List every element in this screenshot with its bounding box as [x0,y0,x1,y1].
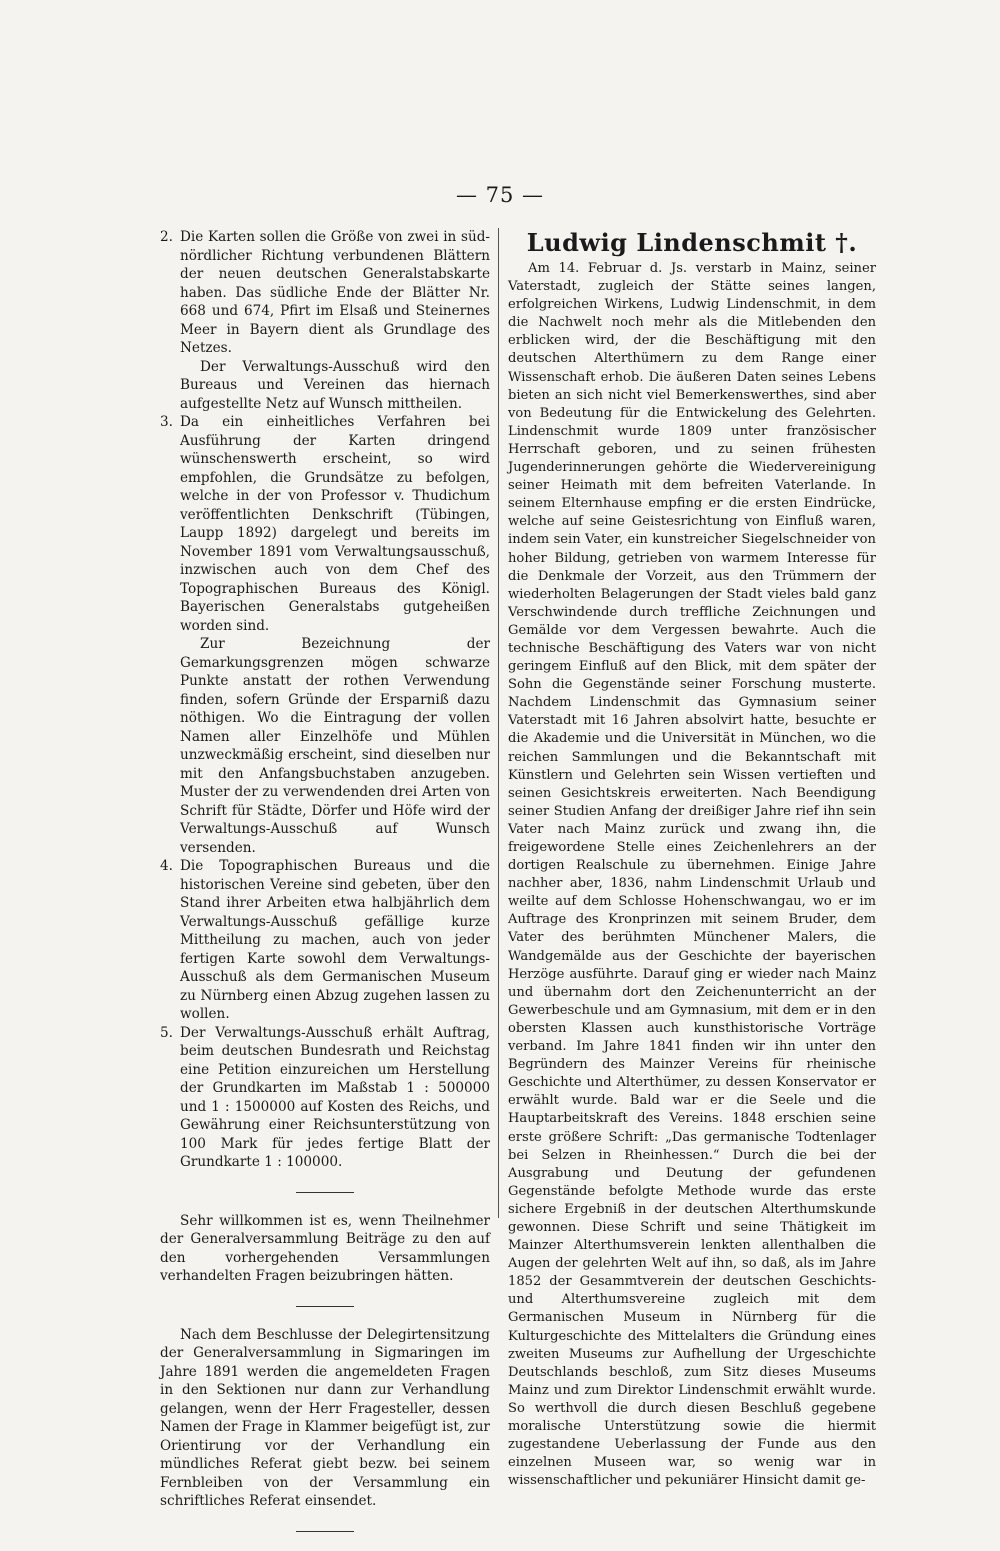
obituary-text: Am 14. Februar d. Js. verstarb in Mainz, seiner Vaterstadt, zugleich der Stätte seines langen, erfolgreichen Wirkens, Ludwig Lindenschmit, in dem die Nachwelt noch mehr als die Mitlebenden den erblicken wird, der die Beschäftigung mit den deutschen Alterthümern zu dem Range einer Wissenschaft erhob. Die äußeren Daten seines Lebens bieten an sich nicht viel Bemerkenswerthes, sind aber von Bedeutung für die Entwickelung des Gelehrten. Lindenschmit wurde 1809 unter französischer Herrschaft geboren, und zu seinen frühesten Jugenderinnerungen gehörte die Wiedervereinigung seiner Heimath mit dem befreiten Vaterlande. In seinem Elternhause empfing er die ersten Eindrücke, welche auf seine Geistesrichtung von Einfluß waren, indem sein Vater, ein kunstreicher Siegelschneider von hoher Bildung, getrieben von warmem Interesse für die Denkmale der Vorzeit, aus den Trümmern der wiederholten Belagerungen der Stadt vieles bald ganz Verschwindende durch treffliche Zeichnungen und Gemälde vor dem Vergessen bewahrte. Auch die technische Beschäftigung des Vaters war von nicht geringem Einfluß auf den Blick, mit dem später der Sohn die Gegenstände seiner Forschung musterte. Nachdem Lindenschmit das Gymnasium seiner Vaterstadt mit 16 Jahren absolvirt hatte, besuchte er die Akademie und die Universität in München, wo die reichen Sammlungen und die Bekanntschaft mit Künstlern und Gelehrten sein Wissen vertieften und seinen Gesichtskreis erweiterten. Nach Beendigung seiner Studien Anfang der dreißiger Jahre rief ihn sein Vater nach Mainz zurück und zwang ihn, die freigewordene Stelle eines Zeichenlehrers an der dortigen Realschule zu übernehmen. Einige Jahre nachher aber, 1836, nahm Lindenschmit Urlaub und weilte auf dem Schlosse Hohenschwangau, wo er im Auftrage des Kronprinzen mit seinem Bruder, dem Vater des berühmten Münchener Malers, die Wandgemälde aus der Geschichte der bayerischen Herzöge ausführte. Darauf ging er wieder nach Mainz und übernahm dort den Zeichenunterricht an der Gewerbeschule und am Gymnasium, mit dem er in den obersten Klassen auch kunsthistorische Vorträge verband. Im Jahre 1841 finden wir ihn unter den Begründern des Mainzer Vereins für rheinische Geschichte und Alterthümer, zu dessen Konservator er erwählt wurde. Bald war er die Seele und die Hauptarbeitskraft des Vereins. 1848 erschien seine erste größere Schrift: „Das germanische Todtenlager bei Selzen in Rheinhessen.“ Durch die bei der Ausgrabung und Deutung der gefundenen Gegenstände befolgte Methode wurde das erste sichere Ergebniß in der deutschen Alterthumskunde gewonnen. Diese Schrift und seine Thätigkeit im Mainzer Alterthumsverein lenkten allenthalben die Augen der gelehrten Welt auf ihn, so daß, als im Jahre 1852 der Gesammtverein der deutschen Geschichts- und Alterthumsvereine zugleich mit dem Germanischen Museum in Nürnberg für die Kulturgeschichte des Mittelalters die Gründung eines zweiten Museums zur Aufhellung der Urgeschichte Deutschlands beschloß, zum Sitz dieses Museums Mainz und zum Direktor Lindenschmit erwählt wurde. So werthvoll die durch diesen Beschluß gegebene moralische Unterstützung sowie die hiermit zugestandene Ueberlassung der Funde aus den einzelnen Museen war, so wenig war in wissenschaftlicher und pekuniärer Hinsicht damit ge- [508,261,876,1489]
separator-rule [296,1192,354,1193]
list-item-text: Der Verwaltungs-Ausschuß erhält Auftrag, beim deutschen Bundesrath und Reichstag eine Petition einzureichen um Herstellung der Grundkarten im Maßstab 1 : 500000 und 1 : 1500000 auf Kosten des Reichs, und Gewährung einer Reichsunterstützung von 100 Mark für jedes fertige Blatt der Grundkarte 1 : 100000. [180,1024,490,1170]
left-column [160,228,490,1551]
list-number: 5. [160,1024,173,1041]
right-column [508,228,876,1490]
article-title: Ludwig Lindenschmit †. [526,228,858,257]
list-item-4 [160,857,490,1024]
list-item-3 [160,413,490,857]
list-number: 3. [160,414,173,430]
list-number: 2. [160,229,173,245]
separator-rule [296,1306,354,1307]
list-item-text: Da ein einheitliches Verfahren bei Ausführung der Karten dringend wünschenswerth erscheint, so wird empfohlen, die Grundsätze zu befolgen, welche in der von Professor v. Thudichum veröffentlichten Denkschrift (Tübingen, Laupp 1892) dargelegt und bereits im November 1891 vom Verwaltungsausschuß, inzwischen auch von dem Chef des Topographischen Bureaus des Königl. Bayerischen Generalstabs gutgeheißen worden sind. [180,414,490,634]
welcome-paragraph: Sehr willkommen ist es, wenn Theilnehmer der Generalversammlung Beiträge zu den auf den vorhergehenden Versammlungen verhandelten Fragen beizubringen hätten. [160,1212,490,1284]
list-item-text: Die Karten sollen die Größe von zwei in süd-nördlicher Richtung verbundenen Blättern der neuen deutschen Generalstabskarte haben. Das südliche Ende der Blätter Nr. 668 und 674, Pfirt im Elsaß und Steinernes Meer in Bayern dient als Grundlage des Netzes. [180,229,490,356]
resolution-paragraph: Nach dem Beschlusse der Delegirtensitzung der Generalversammlung in Sigmaringen im Jahre 1891 werden die angemeldeten Fragen in den Sektionen nur dann zur Verhandlung gelangen, wenn der Herr Fragesteller, dessen Namen der Frage in Klammer beigefügt ist, zur Orientirung vor der Verhandlung ein mündliches Referat giebt bezw. bei seinem Fernbleiben von der Versammlung ein schriftliches Referat einsendet. [160,1326,490,1509]
list-item-5 [160,1024,490,1172]
column-divider [498,228,499,1218]
list-item-2 [160,228,490,413]
separator-rule [296,1531,354,1532]
list-item-followup: Zur Bezeichnung der Gemarkungsgrenzen mögen schwarze Punkte anstatt der rothen Verwendung finden, sofern Gründe der Ersparniß dazu nöthigen. Wo die Eintragung der vollen Namen aller Einzelhöfe und Mühlen unzweckmäßig erscheint, sind dieselben nur mit den Anfangsbuchstaben anzugeben. Muster der zu verwendenden drei Arten von Schrift für Städte, Dörfer und Höfe wird der Verwaltungs-Ausschuß auf Wunsch versenden. [180,636,490,856]
page-number: — 75 — [455,183,545,207]
list-item-followup: Der Verwaltungs-Ausschuß wird den Bureaus und Vereinen das hiernach aufgestellte Netz auf Wunsch mittheilen. [180,358,490,412]
list-item-text: Die Topographischen Bureaus und die historischen Vereine sind gebeten, über den Stand ihrer Arbeiten etwa halbjährlich dem Verwaltungs-Ausschuß gefällige kurze Mittheilung zu machen, auch von jeder fertigen Karte sowohl dem Verwaltungs-Ausschuß als dem Germanischen Museum zu Nürnberg einen Abzug zugehen lassen zu wollen. [180,858,490,1022]
list-number: 4. [160,858,173,874]
